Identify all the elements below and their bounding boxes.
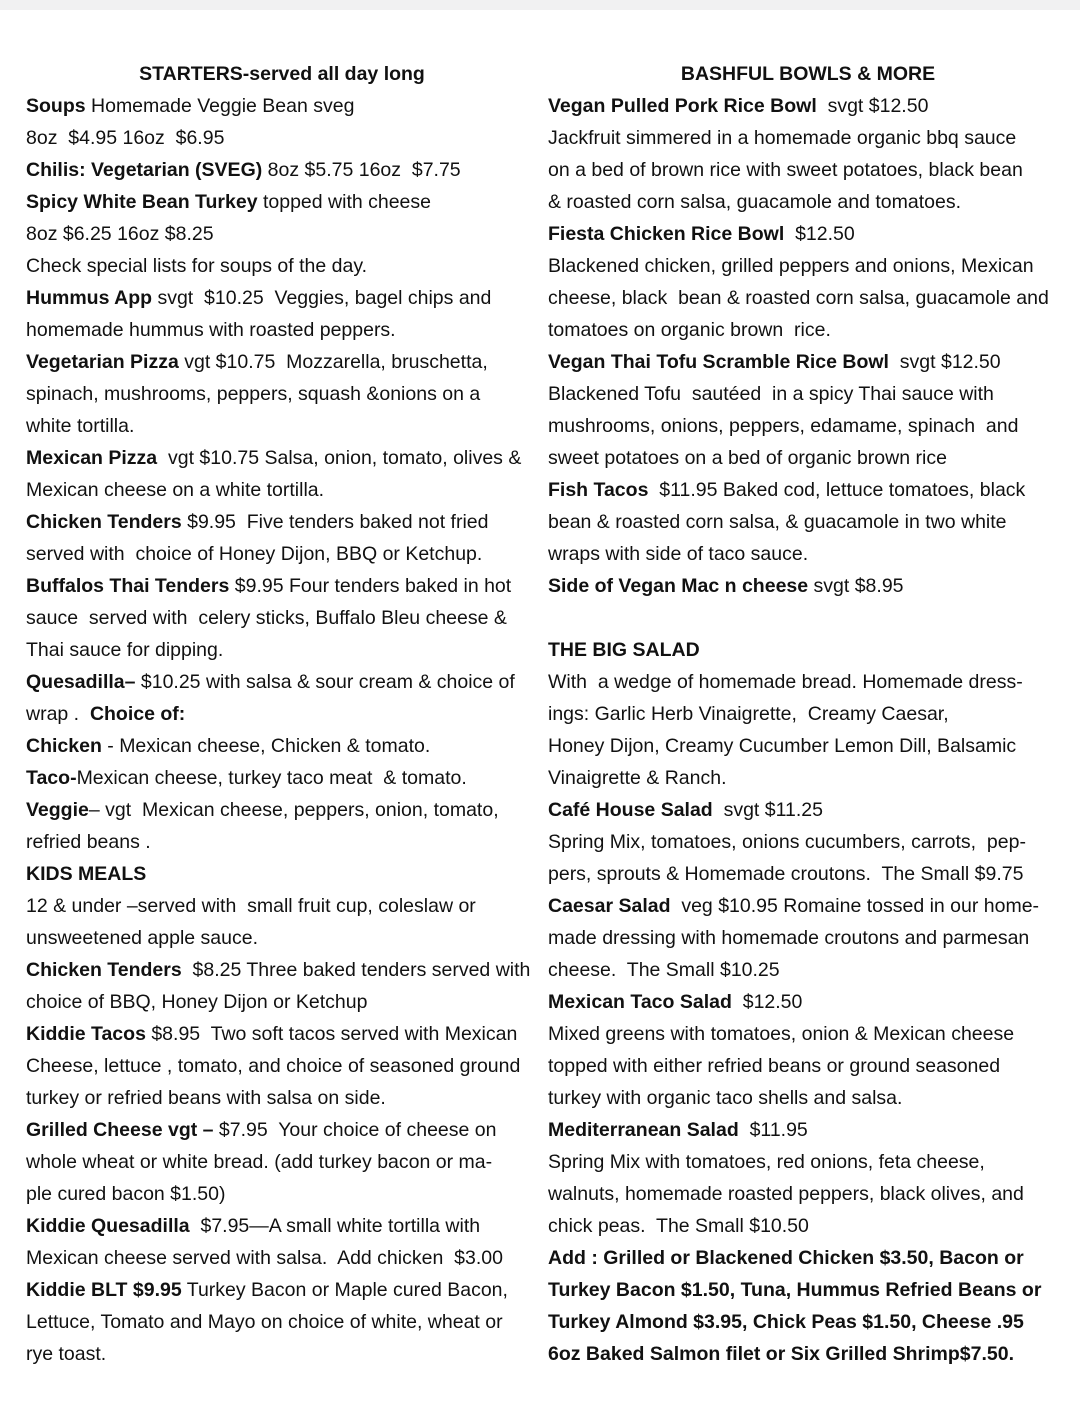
menu-text-line [26, 1306, 538, 1338]
menu-item-line [548, 890, 1068, 922]
item-text: choice of BBQ, Honey Dijon or Ketchup [26, 991, 368, 1013]
menu-text-line [26, 1338, 538, 1370]
menu-text-line [548, 186, 1068, 218]
item-text: 8oz $6.25 16oz $8.25 [26, 223, 214, 245]
item-name: Quesadilla– [26, 671, 136, 693]
item-text: white tortilla. [26, 415, 135, 437]
item-name: KIDS MEALS [26, 863, 147, 885]
menu-item-line [26, 1114, 538, 1146]
item-name: Chicken [26, 735, 102, 757]
menu-text-line [548, 506, 1068, 538]
item-text: 12 & under –served with small fruit cup, coleslaw or [26, 895, 476, 917]
menu-text-line [548, 282, 1068, 314]
item-text: Vinaigrette & Ranch. [548, 767, 727, 789]
item-text: unsweetened apple sauce. [26, 927, 259, 949]
menu-item-line [548, 1114, 1068, 1146]
item-text: Blackened chicken, grilled peppers and onions, Mexican [548, 255, 1034, 277]
menu-text-line [548, 1018, 1068, 1050]
item-name: THE BIG SALAD [548, 639, 700, 661]
menu-text-line [26, 122, 538, 154]
item-text: $11.95 [738, 1119, 808, 1141]
item-text: turkey or refried beans with salsa on side. [26, 1087, 386, 1109]
menu-item-line [26, 666, 538, 698]
left-column [26, 58, 538, 1370]
item-text: spinach, mushrooms, peppers, squash &onions on a [26, 383, 481, 405]
menu-item-line [26, 282, 538, 314]
menu-text-line [548, 730, 1068, 762]
menu-text-line [26, 634, 538, 666]
item-text: vgt $10.75 Salsa, onion, tomato, olives & [157, 447, 522, 469]
item-text: svgt $10.25 Veggies, bagel chips and [152, 287, 492, 309]
item-text: svgt $8.95 [808, 575, 904, 597]
item-text: Honey Dijon, Creamy Cucumber Lemon Dill, Balsamic [548, 735, 1017, 757]
menu-item-line [548, 90, 1068, 122]
item-text: svgt $11.25 [712, 799, 823, 821]
item-text: $7.95—A small white tortilla with [189, 1215, 481, 1237]
item-name: Veggie [26, 799, 89, 821]
item-text: cheese, black bean & roasted corn salsa, guacamole and [548, 287, 1049, 309]
menu-text-line [548, 698, 1068, 730]
menu-text-line [26, 474, 538, 506]
menu-text-line [26, 538, 538, 570]
menu-text-line [26, 698, 538, 730]
item-text: 8oz $5.75 16oz $7.75 [262, 159, 461, 181]
menu-text-line [548, 442, 1068, 474]
menu-item-line [548, 1306, 1068, 1338]
item-text: $12.50 [784, 223, 855, 245]
item-text: vgt $10.75 Mozzarella, bruschetta, [178, 351, 488, 373]
menu-text-line [26, 922, 538, 954]
menu-item-line [26, 570, 538, 602]
item-text: Spring Mix, tomatoes, onions cucumbers, carrots, pep- [548, 831, 1026, 853]
item-name: 6oz Baked Salmon filet or Six Grilled Shrimp$7.50. [548, 1343, 1014, 1365]
item-name: Chicken Tenders [26, 511, 182, 533]
item-name: Caesar Salad [548, 895, 671, 917]
item-text: turkey with organic taco shells and salsa. [548, 1087, 903, 1109]
item-name: Spicy White Bean Turkey [26, 191, 258, 213]
menu-text-line [548, 154, 1068, 186]
menu-text-line [548, 1050, 1068, 1082]
menu-text-line [26, 1050, 538, 1082]
item-text: wraps with side of taco sauce. [548, 543, 809, 565]
menu-text-line [26, 890, 538, 922]
item-name: Soups [26, 95, 86, 117]
starters-heading: STARTERS-served all day long [139, 63, 425, 85]
menu-text-line [548, 250, 1068, 282]
item-name: Add : Grilled or Blackened Chicken $3.50, Bacon or [548, 1247, 1024, 1269]
top-bar [0, 0, 1080, 10]
menu-item-line [26, 154, 538, 186]
item-text: sauce served with celery sticks, Buffalo Bleu cheese & [26, 607, 507, 629]
item-text: & roasted corn salsa, guacamole and tomatoes. [548, 191, 961, 213]
item-name: Taco- [26, 767, 77, 789]
menu-text-line [548, 826, 1068, 858]
item-text: Cheese, lettuce , tomato, and choice of seasoned ground [26, 1055, 521, 1077]
item-name: Hummus App [26, 287, 153, 309]
item-name: Chicken Tenders [26, 959, 182, 981]
item-name: Mexican Pizza [26, 447, 158, 469]
item-text: – vgt Mexican cheese, peppers, onion, tomato, [88, 799, 499, 821]
menu-text-line [26, 218, 538, 250]
item-text: Mexican cheese, turkey taco meat & tomato. [76, 767, 467, 789]
item-text: wrap . [26, 703, 90, 725]
item-text: $12.50 [731, 991, 803, 1013]
menu-item-line [548, 570, 1068, 602]
item-name: Vegetarian Pizza [26, 351, 179, 373]
item-text: With a wedge of homemade bread. Homemade dress- [548, 671, 1023, 693]
menu-text-line [26, 378, 538, 410]
menu-text-line [548, 858, 1068, 890]
menu-text-line [26, 1178, 538, 1210]
item-text: Spring Mix with tomatoes, red onions, feta cheese, [548, 1151, 985, 1173]
menu-text-line [26, 250, 538, 282]
item-name: Kiddie Quesadilla [26, 1215, 190, 1237]
right-column-lines [548, 90, 1068, 1370]
menu-text-line [548, 1146, 1068, 1178]
menu-text-line [26, 986, 538, 1018]
menu-item-line [26, 506, 538, 538]
item-text: $7.95 Your choice of cheese on [213, 1119, 497, 1141]
item-text: tomatoes on organic brown rice. [548, 319, 831, 341]
menu-item-line [548, 1338, 1068, 1370]
menu-text-line [548, 122, 1068, 154]
item-name: Chilis: Vegetarian (SVEG) [26, 159, 263, 181]
item-name: Mediterranean Salad [548, 1119, 739, 1141]
item-name: Grilled Cheese vgt – [26, 1119, 214, 1141]
menu-item-line [26, 1018, 538, 1050]
item-text: refried beans . [26, 831, 151, 853]
menu-text-line [26, 602, 538, 634]
item-text: Jackfruit simmered in a homemade organic bbq sauce [548, 127, 1017, 149]
item-text: topped with cheese [257, 191, 431, 213]
menu-item-line [26, 1210, 538, 1242]
right-column [548, 58, 1068, 1370]
item-text: chick peas. The Small $10.50 [548, 1215, 809, 1237]
menu-text-line [26, 826, 538, 858]
item-text: homemade hummus with roasted peppers. [26, 319, 396, 341]
bowls-heading: BASHFUL BOWLS & MORE [680, 63, 936, 85]
menu-text-line [548, 538, 1068, 570]
item-text: ings: Garlic Herb Vinaigrette, Creamy Caesar, [548, 703, 949, 725]
item-text: Homemade Veggie Bean sveg [85, 95, 355, 117]
menu-text-line [548, 314, 1068, 346]
item-text: Thai sauce for dipping. [26, 639, 224, 661]
item-text: ple cured bacon $1.50) [26, 1183, 226, 1205]
item-text: made dressing with homemade croutons and parmesan [548, 927, 1030, 949]
item-name: Fiesta Chicken Rice Bowl [548, 223, 785, 245]
menu-item-line [26, 794, 538, 826]
item-name: Turkey Almond $3.95, Chick Peas $1.50, Cheese .95 [548, 1311, 1024, 1333]
item-name: Turkey Bacon $1.50, Tuna, Hummus Refried Beans or [548, 1279, 1042, 1301]
item-text: 8oz $4.95 16oz $6.95 [26, 127, 225, 149]
item-text: Check special lists for soups of the day. [26, 255, 368, 277]
menu-text-line [548, 1178, 1068, 1210]
menu-item-line [548, 474, 1068, 506]
item-name: Side of Vegan Mac n cheese [548, 575, 809, 597]
menu-item-line [548, 634, 1068, 666]
item-text: $10.25 with salsa & sour cream & choice of [135, 671, 515, 693]
item-text: $8.25 Three baked tenders served with [181, 959, 531, 981]
menu-item-line [548, 794, 1068, 826]
item-name: Vegan Pulled Pork Rice Bowl [548, 95, 817, 117]
menu-item-line [548, 218, 1068, 250]
item-text: Turkey Bacon or Maple cured Bacon, [181, 1279, 508, 1301]
menu-item-line [26, 442, 538, 474]
item-name: Buffalos Thai Tenders [26, 575, 230, 597]
item-text: mushrooms, onions, peppers, edamame, spinach and [548, 415, 1019, 437]
menu-item-line [26, 186, 538, 218]
item-emphasis: Choice of: [89, 703, 186, 725]
item-name: Café House Salad [548, 799, 713, 821]
item-text: Lettuce, Tomato and Mayo on choice of white, wheat or [26, 1311, 503, 1333]
menu-item-line [26, 762, 538, 794]
menu-item-line [548, 986, 1068, 1018]
item-text: Mexican cheese served with salsa. Add chicken $3.00 [26, 1247, 503, 1269]
menu-item-line [548, 346, 1068, 378]
item-text: bean & roasted corn salsa, & guacamole in two white [548, 511, 1007, 533]
item-text: $11.95 Baked cod, lettuce tomatoes, black [648, 479, 1026, 501]
menu-item-line [26, 90, 538, 122]
menu-text-line [548, 666, 1068, 698]
menu-text-line [548, 762, 1068, 794]
item-text: Mixed greens with tomatoes, onion & Mexican cheese [548, 1023, 1015, 1045]
item-text: topped with either refried beans or ground seasoned [548, 1055, 1001, 1077]
menu-text-line [548, 1210, 1068, 1242]
item-text: rye toast. [26, 1343, 107, 1365]
left-column-lines [26, 90, 538, 1370]
menu-text-line [548, 922, 1068, 954]
item-text: cheese. The Small $10.25 [548, 959, 780, 981]
menu-text-line [26, 1242, 538, 1274]
menu-item-line [26, 346, 538, 378]
menu-item-line [26, 954, 538, 986]
item-text: $9.95 Four tenders baked in hot [229, 575, 512, 597]
menu-text-line [26, 1146, 538, 1178]
item-text: whole wheat or white bread. (add turkey bacon or ma- [26, 1151, 493, 1173]
item-text: $9.95 Five tenders baked not fried [181, 511, 489, 533]
menu-text-line [26, 1082, 538, 1114]
menu-text-line [548, 1082, 1068, 1114]
menu-item-line [26, 730, 538, 762]
item-text: walnuts, homemade roasted peppers, black olives, and [548, 1183, 1024, 1205]
item-text: svgt $12.50 [888, 351, 1001, 373]
item-text: on a bed of brown rice with sweet potatoes, black bean [548, 159, 1023, 181]
menu-text-line [26, 410, 538, 442]
item-text: Mexican cheese on a white tortilla. [26, 479, 325, 501]
item-text: served with choice of Honey Dijon, BBQ or Ketchup. [26, 543, 483, 565]
item-name: Vegan Thai Tofu Scramble Rice Bowl [548, 351, 889, 373]
menu-item-line [26, 1274, 538, 1306]
item-text: - Mexican cheese, Chicken & tomato. [101, 735, 431, 757]
item-text: Blackened Tofu sautéed in a spicy Thai sauce with [548, 383, 994, 405]
menu-text-line [548, 378, 1068, 410]
item-name: Kiddie Tacos [26, 1023, 146, 1045]
menu-item-line [548, 1274, 1068, 1306]
item-text: pers, sprouts & Homemade croutons. The Small $9.75 [548, 863, 1024, 885]
menu-item-line [548, 1242, 1068, 1274]
item-name: Mexican Taco Salad [548, 991, 732, 1013]
item-text: $8.95 Two soft tacos served with Mexican [145, 1023, 518, 1045]
menu-item-line [26, 858, 538, 890]
spacer [548, 602, 1068, 634]
menu-text-line [548, 954, 1068, 986]
item-text: svgt $12.50 [816, 95, 929, 117]
menu-text-line [26, 314, 538, 346]
item-text: sweet potatoes on a bed of organic brown rice [548, 447, 947, 469]
item-text: veg $10.95 Romaine tossed in our home- [670, 895, 1040, 917]
menu-text-line [548, 410, 1068, 442]
item-name: Kiddie BLT $9.95 [26, 1279, 182, 1301]
item-name: Fish Tacos [548, 479, 649, 501]
